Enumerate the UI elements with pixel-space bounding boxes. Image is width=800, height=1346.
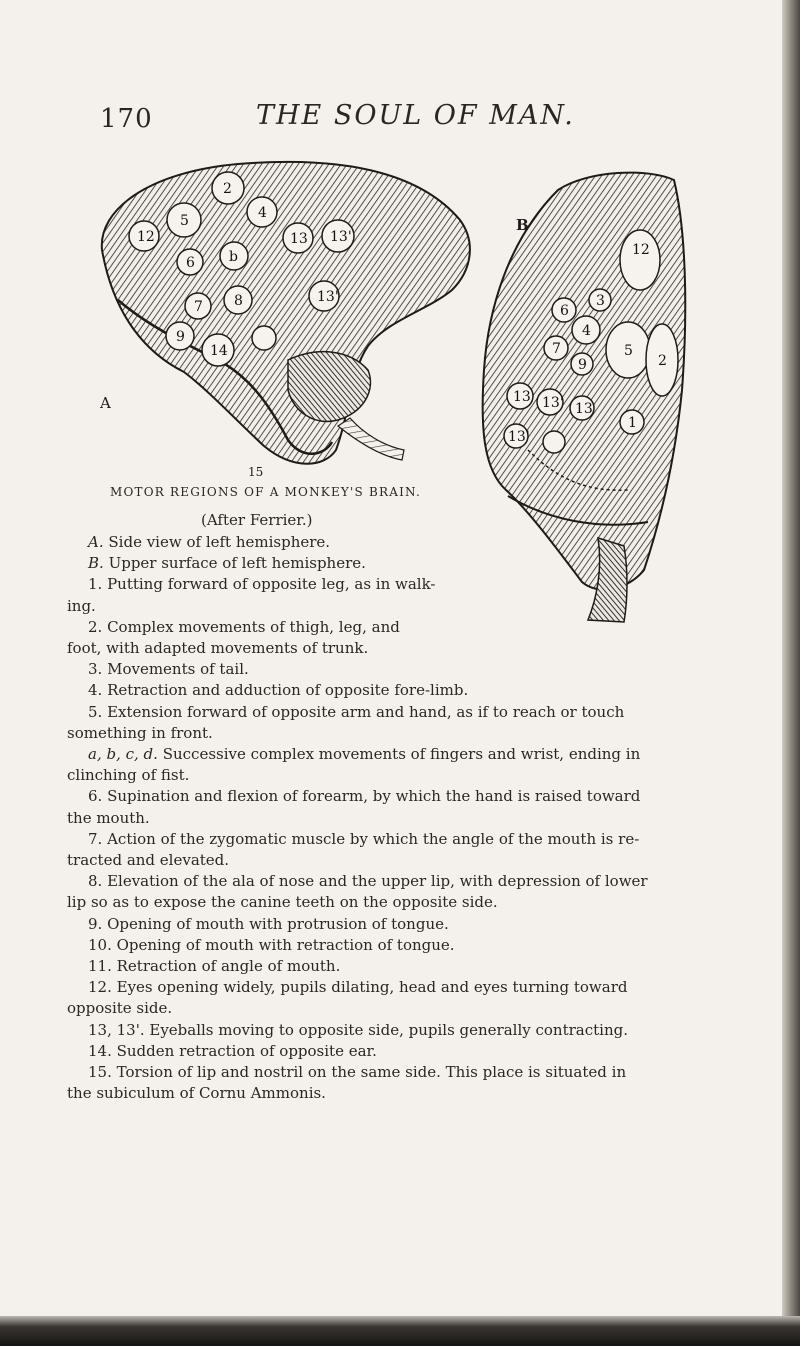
- legend-entry-1-cont: ing.: [67, 596, 96, 615]
- figure-caption-title: MOTOR REGIONS OF A MONKEY'S BRAIN.: [110, 485, 421, 499]
- page-right-edge: [782, 0, 800, 1346]
- page-number: 170: [100, 104, 153, 134]
- legend-entry-13: 13, 13'. Eyeballs moving to opposite side, pupils generally contracting.: [88, 1020, 628, 1039]
- region-label: 2: [658, 353, 667, 369]
- legend-entry-abcd: [67, 744, 687, 765]
- figure-label-15: 15: [248, 465, 264, 479]
- legend-entry-abcd-cont: clinching of fist.: [67, 766, 190, 785]
- legend-key: B.: [88, 554, 104, 573]
- legend-entry-3: 3. Movements of tail.: [88, 660, 249, 679]
- region-label: 13': [317, 289, 339, 305]
- region-label: b: [229, 249, 238, 265]
- legend-entry-b: [67, 553, 687, 574]
- region-label: 12: [137, 229, 155, 245]
- legend-entry-8-cont: lip so as to expose the canine teeth on the opposite side.: [67, 893, 498, 912]
- legend-entry-15-cont: the subiculum of Cornu Ammonis.: [67, 1084, 326, 1103]
- region-label: 4: [258, 205, 267, 221]
- region-label: 7: [194, 299, 203, 315]
- legend-entry-2: 2. Complex movements of thigh, leg, and: [88, 617, 400, 636]
- legend-entry-6: 6. Supination and flexion of forearm, by which the hand is raised toward: [88, 787, 641, 806]
- legend-entry-8: 8. Elevation of the ala of nose and the upper lip, with depression of lower: [88, 872, 648, 891]
- legend-entry-5-cont: something in front.: [67, 723, 213, 742]
- side-view-hemisphere: [99, 162, 470, 479]
- region-label: 9: [578, 357, 587, 373]
- page-bottom-edge: [0, 1316, 800, 1346]
- figure-caption-subtitle: (After Ferrier.): [201, 511, 313, 529]
- legend-entry-4: 4. Retraction and adduction of opposite fore-limb.: [88, 681, 469, 700]
- legend-entry-11: 11. Retraction of angle of mouth.: [88, 957, 341, 976]
- legend-key: A.: [88, 533, 104, 551]
- region-label: 13': [542, 395, 564, 411]
- figure-legend: [67, 532, 687, 1104]
- legend-entry-12: 12. Eyes opening widely, pupils dilating, head and eyes turning toward: [88, 978, 628, 997]
- legend-key: a, b, c, d.: [88, 745, 158, 764]
- legend-entry-1: 1. Putting forward of opposite leg, as in walk-: [88, 575, 436, 594]
- legend-entry-15: 15. Torsion of lip and nostril on the same side. This place is situated in: [88, 1063, 627, 1082]
- region-label: 13: [513, 389, 531, 405]
- legend-entry-5: 5. Extension forward of opposite arm and hand, as if to reach or touch: [88, 702, 625, 721]
- legend-text: Side view of left hemisphere.: [108, 533, 331, 551]
- region-label: 1: [628, 415, 637, 431]
- legend-entry-2-cont: foot, with adapted movements of trunk.: [67, 639, 369, 658]
- legend-entry-9: 9. Opening of mouth with protrusion of tongue.: [88, 914, 449, 933]
- legend-entry-a: [67, 532, 687, 553]
- legend-text: Successive complex movements of fingers and wrist, ending in: [162, 745, 641, 764]
- legend-text: Upper surface of left hemisphere.: [108, 554, 366, 573]
- legend-entry-10: 10. Opening of mouth with retraction of tongue.: [88, 935, 455, 954]
- region-label: 4: [582, 323, 591, 339]
- region-label: 3: [596, 293, 605, 309]
- legend-entry-6-cont: the mouth.: [67, 808, 150, 827]
- region-label: 5: [180, 213, 189, 229]
- region-label: 5: [624, 343, 633, 359]
- region-label: 13: [290, 231, 308, 247]
- legend-entry-12-cont: opposite side.: [67, 999, 173, 1018]
- figure-label-a: A: [100, 394, 111, 412]
- region-label: 7: [552, 341, 561, 357]
- region-label: 12: [632, 242, 650, 258]
- region-label: 6: [560, 303, 569, 319]
- legend-entry-14: 14. Sudden retraction of opposite ear.: [88, 1041, 377, 1060]
- region-label: 13': [330, 229, 352, 245]
- region-label: 8: [234, 293, 243, 309]
- region-label: 2: [223, 181, 232, 197]
- legend-entry-7-cont: tracted and elevated.: [67, 851, 230, 870]
- running-head: THE SOUL OF MAN.: [256, 100, 575, 131]
- region-label: 9: [176, 329, 185, 345]
- region-label: 14: [210, 343, 228, 359]
- region-label: 6: [186, 255, 195, 271]
- legend-entry-7: 7. Action of the zygomatic muscle by which the angle of the mouth is re-: [88, 829, 640, 848]
- figure-label-b: B: [516, 216, 529, 234]
- region-label: 13: [575, 401, 593, 417]
- region-label: 13': [508, 429, 530, 445]
